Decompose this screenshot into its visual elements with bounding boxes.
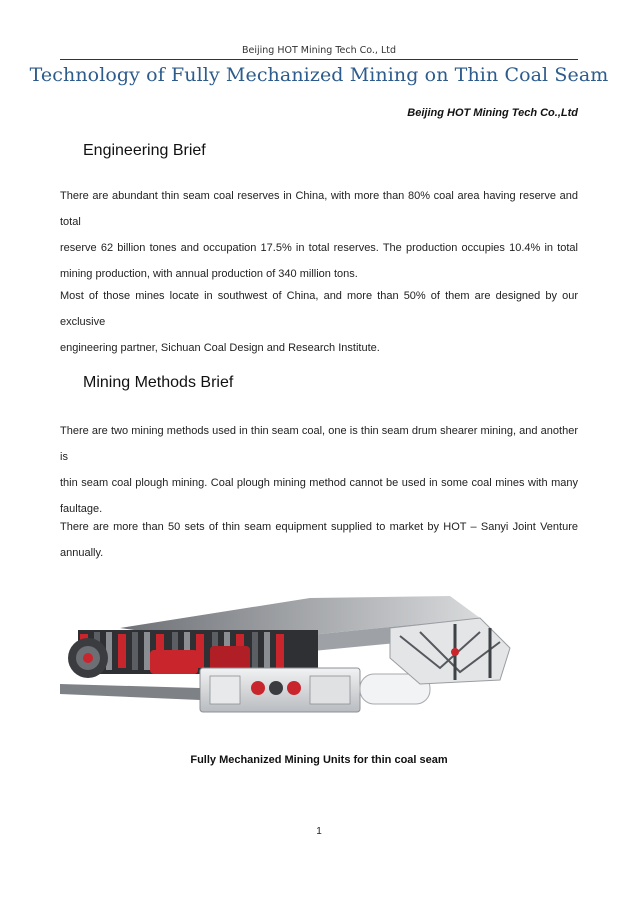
paragraph-line: Most of those mines locate in southwest of China, and more than 50% of them are designed by our exclusive xyxy=(60,290,578,328)
paragraph xyxy=(60,418,578,522)
paragraph xyxy=(60,514,578,566)
support-frames xyxy=(390,618,510,684)
page-number: 1 xyxy=(316,826,322,837)
motor-housing xyxy=(150,650,198,674)
paragraph xyxy=(60,183,578,287)
paragraph-line: reserve 62 billion tones and occupation 17.5% in total reserves. The production occupies 10.4% in total xyxy=(60,242,578,254)
paragraph-line: There are abundant thin seam coal reserves in China, with more than 80% coal area having reserve and total xyxy=(60,190,578,228)
conveyor-pan-line xyxy=(60,684,200,700)
figure-caption: Fully Mechanized Mining Units for thin coal seam xyxy=(190,754,448,766)
section-heading-engineering-brief: Engineering Brief xyxy=(83,142,206,159)
header-rule xyxy=(60,59,578,60)
author-line: Beijing HOT Mining Tech Co.,Ltd xyxy=(407,107,578,119)
paragraph-line: There are two mining methods used in thin seam coal, one is thin seam drum shearer mining, and another is xyxy=(60,425,578,463)
paragraph-line: annually. xyxy=(60,547,104,559)
paragraph-line: faultage. xyxy=(60,503,103,515)
paragraph xyxy=(60,283,578,361)
running-header: Beijing HOT Mining Tech Co., Ltd xyxy=(241,45,397,56)
section-heading-mining-methods-brief: Mining Methods Brief xyxy=(83,374,234,391)
mining-machinery-illustration xyxy=(60,588,542,726)
paragraph-line: mining production, with annual production of 340 million tons. xyxy=(60,268,358,280)
paragraph-line: There are more than 50 sets of thin seam equipment supplied to market by HOT – Sanyi Joint Venture xyxy=(60,521,578,533)
paragraph-line: engineering partner, Sichuan Coal Design and Research Institute. xyxy=(60,342,380,354)
paragraph-line: thin seam coal plough mining. Coal plough mining method cannot be used in some coal mines with many xyxy=(60,477,578,489)
document-title: Technology of Fully Mechanized Mining on Thin Coal Seam xyxy=(29,64,609,86)
